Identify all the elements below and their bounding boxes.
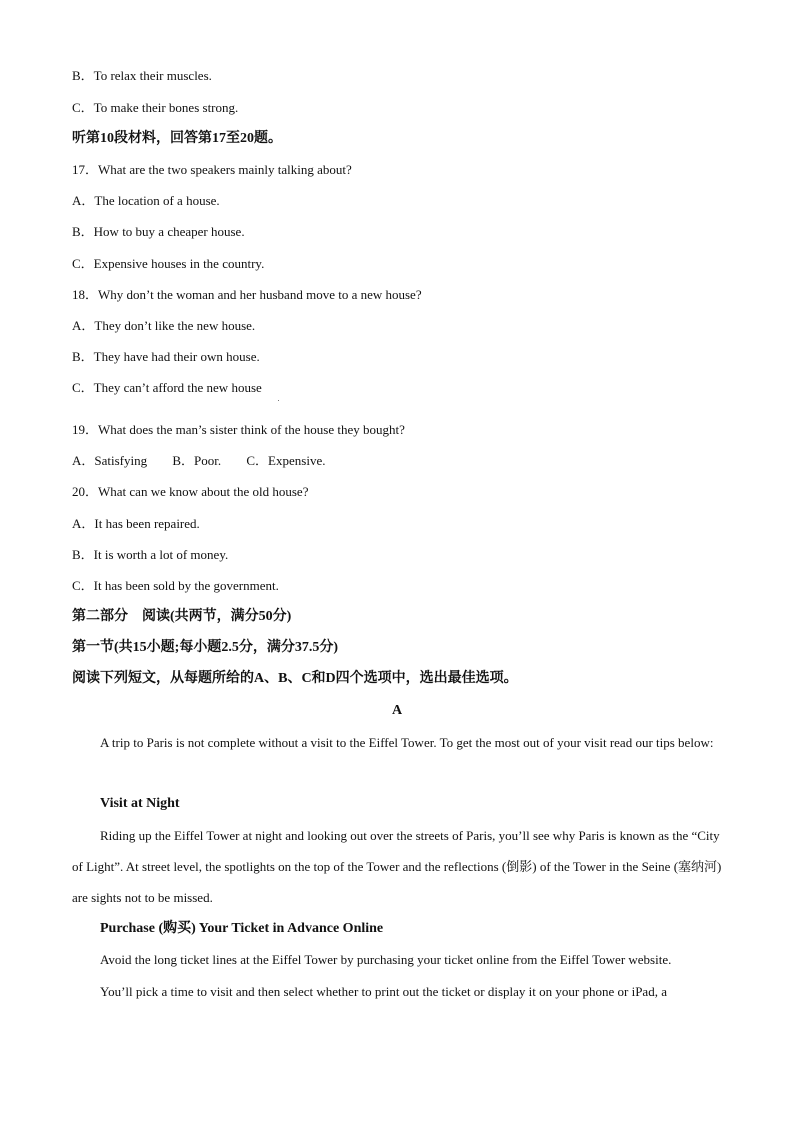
q18-option-c: C．They can’t afford the new house: [72, 380, 262, 395]
passage-label: A: [391, 703, 403, 718]
passage-intro: A trip to Paris is not complete without a visit to the Eiffel Tower. To get the most out of your visit read our tips below:: [100, 735, 714, 750]
part2-instruction: 阅读下列短文，从每题所给的A、B、C和D四个选项中，选出最佳选项。: [72, 671, 518, 686]
q20-option-b: B．It is worth a lot of money.: [72, 547, 229, 562]
q20-option-c: C．It has been sold by the government.: [72, 578, 279, 593]
stray-dot: [278, 400, 279, 401]
q17-option-c: C．Expensive houses in the country.: [72, 256, 265, 271]
q17-option-b: B．How to buy a cheaper house.: [72, 224, 245, 239]
q19-option-a: A．Satisfying: [72, 453, 148, 468]
paragraph-purchase-a: Avoid the long ticket lines at the Eiffel Tower by purchasing your ticket online from the Eiffel Tower website.: [100, 952, 672, 967]
q19-option-c: C．Expensive.: [246, 453, 326, 468]
heading-visit-at-night: Visit at Night: [100, 796, 180, 811]
paragraph-visit-at-night: Riding up the Eiffel Tower at night and looking out over the streets of Paris, you’ll see why Paris is known as the “City of Light”. At street level, the spotlights on the top of the Tower and the reflections (倒影) of the Tower in the Seine (塞纳河) are sights not to be missed.: [72, 828, 722, 905]
q18-option-b: B．They have had their own house.: [72, 349, 260, 364]
heading-purchase-ticket: Purchase (购买) Your Ticket in Advance Online: [100, 921, 384, 936]
q19-stem: 19．What does the man’s sister think of the house they bought?: [72, 422, 405, 437]
q18-option-a: A．They don’t like the new house.: [72, 318, 256, 333]
q16-option-b: B．To relax their muscles.: [72, 68, 212, 83]
q20-stem: 20．What can we know about the old house?: [72, 484, 309, 499]
q20-option-a: A．It has been repaired.: [72, 516, 200, 531]
q19-option-b: B．Poor.: [172, 453, 222, 468]
q17-stem: 17．What are the two speakers mainly talking about?: [72, 162, 352, 177]
q17-option-a: A．The location of a house.: [72, 193, 220, 208]
q16-option-c: C．To make their bones strong.: [72, 100, 239, 115]
paragraph-purchase-b: You’ll pick a time to visit and then select whether to print out the ticket or display it on your phone or iPad, a: [100, 984, 667, 999]
q18-stem: 18．Why don’t the woman and her husband move to a new house?: [72, 287, 422, 302]
part2-section1: 第一节(共15小题;每小题2.5分，满分37.5分): [72, 640, 338, 655]
part2-heading: 第二部分 阅读(共两节，满分50分): [72, 609, 292, 624]
q19-options: [72, 453, 347, 469]
section10-heading: 听第10段材料，回答第17至20题。: [72, 131, 282, 146]
